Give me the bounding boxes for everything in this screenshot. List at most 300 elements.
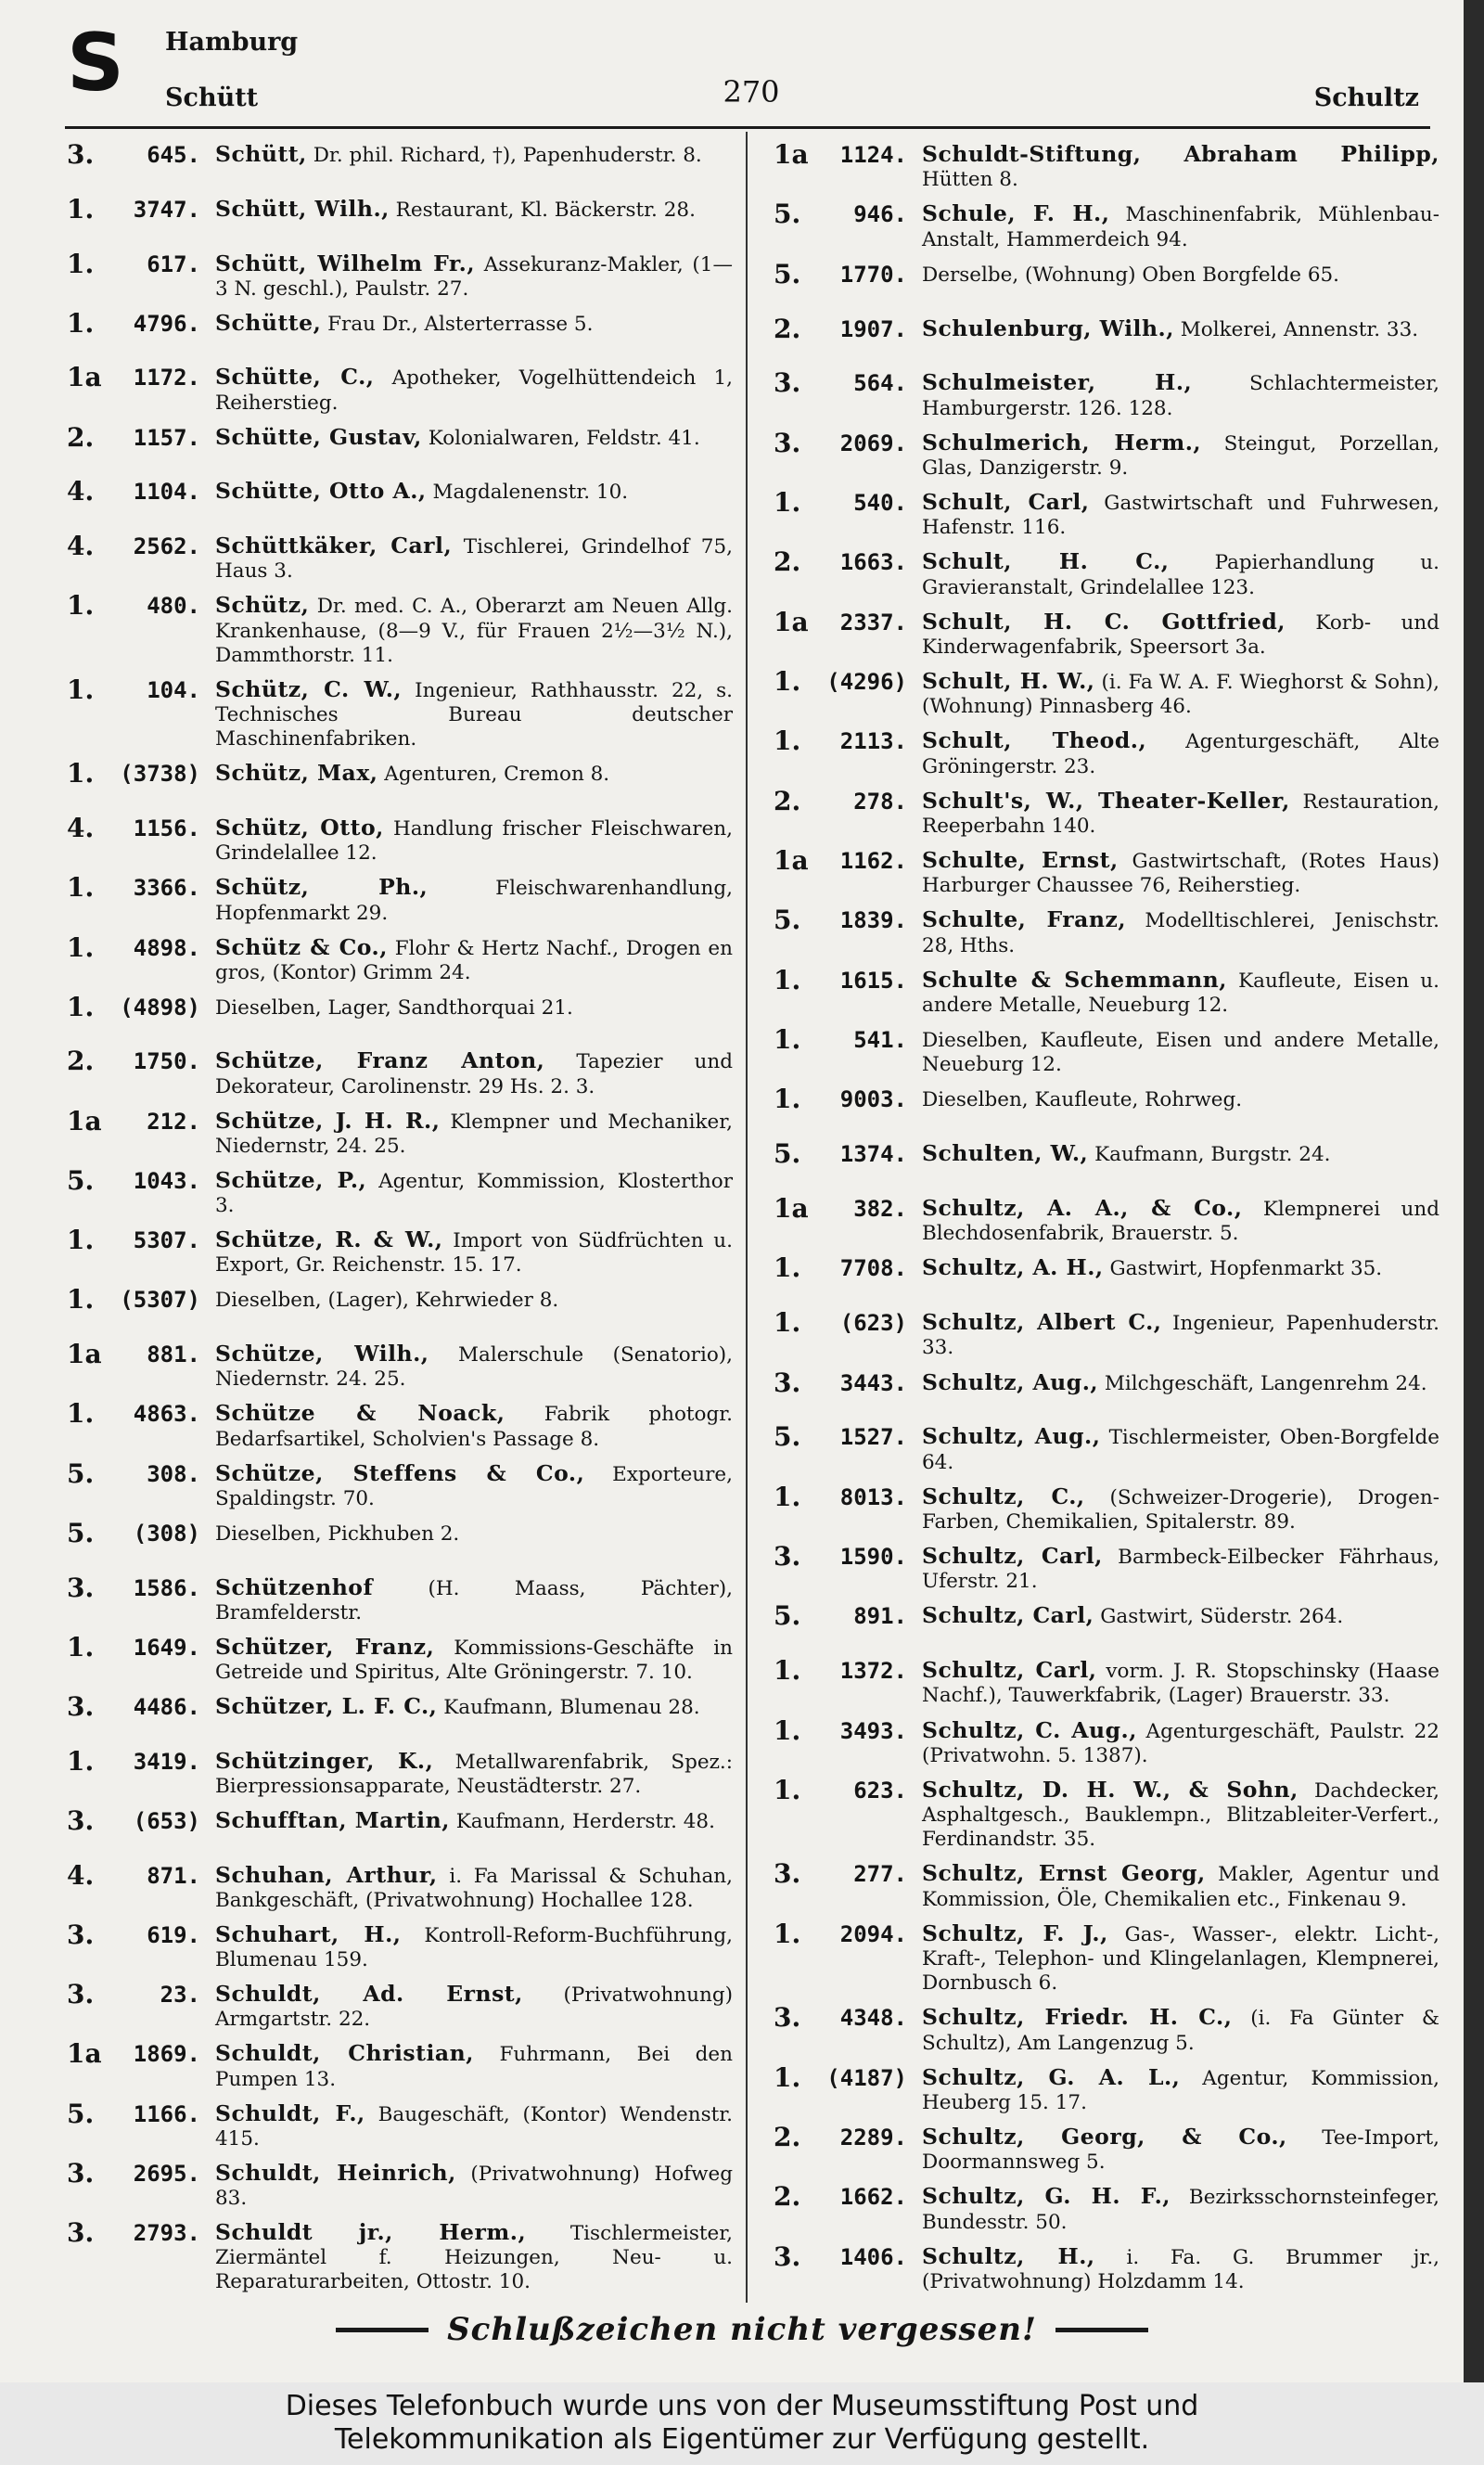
directory-entry	[67, 249, 733, 302]
subscriber-details: Hütten 8.	[922, 168, 1018, 192]
footer-slogan	[0, 2306, 1484, 2353]
subscriber-name: Schultz, G. A. L.,	[922, 2063, 1181, 2090]
exchange-district: 5.	[774, 905, 801, 936]
phone-number: 946.	[853, 201, 907, 228]
directory-entry	[67, 813, 733, 866]
directory-entry	[774, 1193, 1439, 1246]
exchange-district: 1.	[67, 1631, 95, 1663]
subscriber-name: Schütze, Steffens & Co.,	[215, 1459, 585, 1486]
phone-number: 1839.	[839, 907, 907, 934]
subscriber-details: Magdalenenstr. 10.	[432, 481, 629, 505]
directory-entry	[774, 1138, 1439, 1187]
entry-text	[215, 1805, 733, 1834]
directory-entry	[774, 1367, 1439, 1416]
directory-entry	[774, 2181, 1439, 2234]
directory-entry	[67, 1746, 733, 1799]
phone-number: (4898)	[120, 994, 200, 1021]
entry-text	[215, 139, 733, 168]
phone-number: 5307.	[133, 1227, 200, 1254]
entry-text	[215, 758, 733, 787]
directory-entry	[774, 139, 1439, 192]
exchange-district: 1.	[67, 991, 95, 1022]
directory-entry	[774, 1541, 1439, 1594]
directory-entry	[774, 428, 1439, 481]
subscriber-details: Kontroll-Reform-Buchführung, Blumenau 159.	[215, 1923, 733, 1972]
subscriber-name: Schultz, F. J.,	[922, 1919, 1108, 1946]
entry-text	[922, 487, 1439, 540]
exchange-district: 3.	[67, 2157, 95, 2189]
directory-entry	[774, 845, 1439, 898]
subscriber-details: i. Fa. G. Brummer jr., (Privatwohnung) Holzdamm 14.	[922, 2245, 1439, 2293]
subscriber-details: Restaurant, Kl. Bäckerstr. 28.	[395, 198, 696, 222]
entry-text	[215, 1458, 733, 1511]
subscriber-details: vorm. J. R. Stopschinsky (Haase Nachf.), Tauwerkfabrik, (Lager) Brauerstr. 33.	[922, 1660, 1439, 1708]
directory-entry	[774, 1482, 1439, 1534]
entry-text	[215, 362, 733, 415]
directory-entry	[67, 1632, 733, 1685]
subscriber-details: Baugeschäft, (Kontor) Wendenstr. 415.	[215, 2102, 733, 2150]
exchange-district: 2.	[67, 1046, 95, 1077]
entry-text	[922, 1919, 1439, 1996]
exchange-district: 1.	[774, 666, 801, 698]
entry-text	[922, 1775, 1439, 1853]
entry-text	[215, 992, 733, 1021]
directory-entry	[67, 531, 733, 584]
subscriber-details: Dieselben, Kaufleute, Eisen und andere Metalle, Neueburg 12.	[922, 1028, 1439, 1077]
exchange-district: 3.	[774, 427, 801, 458]
phone-number: 4898.	[133, 934, 200, 961]
subscriber-name: Schütz & Co.,	[215, 933, 388, 960]
phone-number: (4187)	[826, 2064, 907, 2091]
subscriber-name: Schufftan, Martin,	[215, 1806, 450, 1833]
exchange-district: 1.	[774, 1655, 801, 1687]
phone-number: 623.	[853, 1777, 907, 1804]
phone-number: 564.	[853, 370, 907, 397]
phone-number: 540.	[853, 490, 907, 517]
subscriber-name: Schult, H. W.,	[922, 668, 1095, 695]
phone-number: 1104.	[133, 479, 200, 506]
directory-entry	[67, 308, 733, 356]
subscriber-details: (Schweizer-Drogerie), Drogen-Farben, Chemikalien, Spitalerstr. 89.	[922, 1485, 1439, 1534]
phone-number: 619.	[147, 1921, 200, 1948]
exchange-district: 3.	[774, 2002, 801, 2034]
subscriber-details: Ingenieur, Papenhuderstr. 33.	[922, 1312, 1439, 1360]
directory-entry	[67, 1046, 733, 1098]
exchange-district: 1.	[67, 1745, 95, 1777]
directory-entry	[67, 872, 733, 925]
exchange-district: 1.	[67, 931, 95, 963]
subscriber-name: Schütze, J. H. R.,	[215, 1107, 441, 1134]
exchange-district: 5.	[774, 1421, 801, 1453]
phone-number: 8013.	[839, 1483, 907, 1510]
entry-text	[922, 428, 1439, 481]
phone-number: 2793.	[133, 2219, 200, 2246]
phone-number: 1043.	[133, 1167, 200, 1194]
subscriber-name: Schütz, Ph.,	[215, 874, 429, 901]
subscriber-details: Dieselben, Pickhuben 2.	[215, 1521, 460, 1546]
phone-number: 1750.	[133, 1048, 200, 1075]
phone-number: 104.	[147, 676, 200, 703]
page-number: 270	[723, 74, 780, 109]
subscriber-details: Klempnerei und Blechdosenfabrik, Brauerstr. 5.	[922, 1198, 1439, 1246]
exchange-district: 1.	[774, 1774, 801, 1805]
directory-entry	[67, 932, 733, 985]
phone-number: 891.	[853, 1603, 907, 1630]
phone-number: 212.	[147, 1108, 200, 1135]
subscriber-name: Schultz, Carl,	[922, 1657, 1097, 1684]
exchange-district: 1a	[67, 2038, 102, 2070]
entry-text	[215, 422, 733, 451]
entry-text	[922, 786, 1439, 839]
directory-entry	[67, 476, 733, 524]
phone-number: 1527.	[839, 1424, 907, 1451]
phone-number: 541.	[853, 1026, 907, 1053]
entry-text	[215, 531, 733, 584]
directory-entry	[774, 367, 1439, 420]
directory-entry	[67, 422, 733, 470]
directory-entry	[67, 1398, 733, 1451]
directory-entry	[774, 1858, 1439, 1911]
directory-entry	[774, 2062, 1439, 2115]
subscriber-name: Schütt, Wilhelm Fr.,	[215, 250, 476, 276]
phone-number: 3366.	[133, 875, 200, 902]
subscriber-name: Schulte & Schemmann,	[922, 966, 1227, 993]
entry-text	[922, 1307, 1439, 1360]
phone-number: (3738)	[120, 761, 200, 788]
entry-text	[922, 2241, 1439, 2294]
phone-number: 1663.	[839, 549, 907, 576]
phone-number: 480.	[147, 593, 200, 620]
subscriber-details: Assekuranz-Makler, (1—3 N. geschl.), Paulstr. 27.	[215, 252, 733, 301]
phone-number: 2695.	[133, 2160, 200, 2187]
exchange-district: 1.	[774, 725, 801, 757]
exchange-district: 1a	[67, 1105, 102, 1136]
subscriber-details: (Privatwohnung) Armgartstr. 22.	[215, 1984, 733, 2032]
subscriber-details: Ingenieur, Rathhausstr. 22, s. Technisches Bureau deutscher Maschinenfabriken.	[215, 678, 734, 751]
subscriber-details: Fleischwarenhandlung, Hopfenmarkt 29.	[215, 877, 733, 925]
phone-number: 23.	[160, 1982, 200, 2009]
directory-entry	[774, 1600, 1439, 1649]
exchange-district: 1a	[774, 139, 809, 170]
directory-entry	[774, 199, 1439, 251]
subscriber-details: Fabrik photogr. Bedarfsartikel, Scholvien's Passage 8.	[215, 1403, 733, 1451]
subscriber-details: Gastwirt, Hopfenmarkt 35.	[1109, 1257, 1383, 1281]
subscriber-name: Schule, F. H.,	[922, 200, 1110, 227]
phone-number: 1649.	[133, 1634, 200, 1661]
exchange-district: 1.	[774, 1714, 801, 1746]
subscriber-details: Agenturen, Cremon 8.	[384, 763, 610, 787]
subscriber-details: Schlachtermeister, Hamburgerstr. 126. 128.	[922, 372, 1439, 420]
header-rule	[65, 126, 1430, 129]
phone-number: 1372.	[839, 1658, 907, 1685]
entry-text	[922, 139, 1439, 192]
directory-entry	[67, 1691, 733, 1740]
subscriber-details: Derselbe, (Wohnung) Oben Borgfelde 65.	[922, 263, 1340, 287]
subscriber-name: Schultz, Georg, & Co.,	[922, 2124, 1287, 2150]
subscriber-name: Schütte, C.,	[215, 364, 375, 391]
subscriber-details: Bezirksschornsteinfeger, Bundesstr. 50.	[922, 2186, 1439, 2234]
subscriber-name: Schultz, Ernst Georg,	[922, 1860, 1206, 1887]
subscriber-name: Schulte, Ernst,	[922, 847, 1119, 873]
exchange-district: 1a	[774, 845, 809, 876]
entry-text	[922, 199, 1439, 251]
subscriber-details: Restauration, Reeperbahn 140.	[922, 790, 1439, 838]
subscriber-details: Agentur, Kommission, Klosterthor 3.	[215, 1169, 733, 1218]
exchange-district: 1.	[67, 193, 95, 225]
phone-number: 4348.	[839, 2005, 907, 2032]
entry-text	[215, 2099, 733, 2151]
subscriber-details: Gastwirtschaft und Fuhrwesen, Hafenstr. 116.	[922, 492, 1439, 540]
subscriber-name: Schütte, Gustav,	[215, 423, 422, 450]
exchange-district: 4.	[67, 813, 95, 844]
exchange-district: 1a	[67, 1339, 102, 1370]
subscriber-name: Schult, H. C. Gottfried,	[922, 608, 1286, 635]
entry-text	[922, 1421, 1439, 1474]
entry-text	[215, 476, 733, 505]
entry-text	[922, 666, 1439, 719]
entry-text	[922, 2002, 1439, 2055]
exchange-district: 3.	[774, 1858, 801, 1890]
phone-number: 3443.	[839, 1369, 907, 1396]
subscriber-details: Tischlermeister, Oben-Borgfelde 64.	[922, 1426, 1439, 1474]
phone-number: 3493.	[839, 1717, 907, 1744]
entry-text	[922, 314, 1439, 342]
directory-entry	[67, 1573, 733, 1625]
exchange-district: 3.	[67, 1690, 95, 1722]
slogan-bar-left	[336, 2328, 429, 2332]
exchange-district: 3.	[67, 1804, 95, 1836]
entry-text	[922, 1138, 1439, 1167]
exchange-district: 1.	[774, 487, 801, 519]
entry-text	[922, 1600, 1439, 1629]
exchange-district: 3.	[67, 2216, 95, 2248]
phone-number: 1869.	[133, 2041, 200, 2068]
subscriber-details: Steingut, Porzellan, Glas, Danzigerstr. 9.	[922, 431, 1440, 480]
exchange-district: 1.	[774, 1252, 801, 1284]
subscriber-name: Schulten, W.,	[922, 1140, 1089, 1167]
exchange-district: 5.	[67, 1517, 95, 1548]
exchange-district: 1.	[67, 758, 95, 790]
exchange-district: 3.	[774, 2240, 801, 2272]
subscriber-name: Schuldt-Stiftung, Abraham Philipp,	[922, 141, 1439, 167]
entry-text	[215, 308, 733, 337]
subscriber-name: Schultz, Aug.,	[922, 1368, 1099, 1395]
subscriber-name: Schütze, P.,	[215, 1166, 367, 1193]
directory-entry	[774, 2122, 1439, 2175]
directory-entry	[67, 1225, 733, 1277]
phone-number: 7708.	[839, 1255, 907, 1282]
subscriber-details: Tischlerei, Grindelhof 75, Haus 3.	[215, 535, 733, 584]
exchange-district: 1.	[774, 2061, 801, 2093]
subscriber-name: Schulte, Franz,	[922, 906, 1127, 933]
subscriber-name: Schuldt, F.,	[215, 2099, 365, 2126]
subscriber-name: Schultz, Albert C.,	[922, 1309, 1162, 1336]
phone-number: 1406.	[839, 2243, 907, 2270]
exchange-district: 3.	[67, 1919, 95, 1950]
slogan-text: Schlußzeichen nicht vergessen!	[447, 2311, 1037, 2348]
subscriber-details: Metallwarenfabrik, Spez.: Bierpressionsapparate, Neustädterstr. 27.	[215, 1750, 734, 1798]
entry-text	[215, 674, 733, 752]
subscriber-details: Agentur, Kommission, Heuberg 15. 17.	[922, 2066, 1439, 2114]
subscriber-name: Schüttkäker, Carl,	[215, 533, 453, 559]
entry-text	[922, 2181, 1439, 2234]
directory-entry	[67, 1165, 733, 1218]
exchange-district: 2.	[67, 421, 95, 453]
exchange-district: 1.	[774, 1084, 801, 1115]
phone-number: 1162.	[839, 848, 907, 874]
column-divider	[746, 132, 748, 2303]
phone-number: 308.	[147, 1460, 200, 1487]
credit-banner	[0, 2382, 1484, 2465]
exchange-district: 4.	[67, 531, 95, 562]
entry-text	[922, 1024, 1439, 1077]
phone-number: 871.	[147, 1862, 200, 1889]
exchange-district: 4.	[67, 1859, 95, 1891]
exchange-district: 1a	[774, 1193, 809, 1225]
entry-text	[215, 932, 733, 985]
exchange-district: 5.	[67, 1457, 95, 1489]
directory-entry	[67, 1458, 733, 1511]
phone-number: 1615.	[839, 967, 907, 994]
directory-entry	[774, 1252, 1439, 1301]
phone-number: 2094.	[839, 1920, 907, 1947]
phone-number: 2289.	[839, 2125, 907, 2151]
entry-text	[215, 1165, 733, 1218]
subscriber-details: Tapezier und Dekorateur, Carolinenstr. 29 Hs. 2. 3.	[215, 1050, 733, 1098]
entry-text	[922, 546, 1439, 599]
phone-number: 382.	[853, 1196, 907, 1223]
entry-text	[215, 1860, 733, 1913]
directory-entry	[67, 1284, 733, 1332]
phone-number: 1907.	[839, 315, 907, 342]
exchange-district: 5.	[774, 199, 801, 230]
subscriber-name: Schultz, Carl,	[922, 1543, 1103, 1570]
entry-text	[215, 1225, 733, 1277]
entry-text	[215, 2038, 733, 2091]
phone-number: 3419.	[133, 1748, 200, 1775]
directory-entry	[67, 2217, 733, 2295]
entry-text	[922, 2062, 1439, 2115]
subscriber-name: Schuldt jr., Herm.,	[215, 2218, 527, 2245]
subscriber-details: Fuhrmann, Bei den Pumpen 13.	[215, 2043, 734, 2091]
subscriber-name: Schuhan, Arthur,	[215, 1861, 438, 1888]
exchange-district: 3.	[67, 139, 95, 170]
subscriber-name: Schützer, Franz,	[215, 1633, 435, 1660]
subscriber-details: Handlung frischer Fleischwaren, Grindelallee 12.	[215, 817, 733, 866]
entry-text	[922, 1858, 1439, 1911]
subscriber-name: Schützenhof	[215, 1573, 374, 1600]
directory-entry	[774, 259, 1439, 307]
phone-number: (4296)	[826, 669, 907, 696]
phone-number: 1124.	[839, 142, 907, 168]
subscriber-details: Malerschule (Senatorio), Niedernstr. 24. 25.	[215, 1343, 733, 1392]
subscriber-details: Dr. med. C. A., Oberarzt am Neuen Allg. Krankenhause, (8—9 V., für Frauen 2½—3½ N.), Dammthorstr. 11.	[215, 595, 733, 667]
right-column	[774, 139, 1439, 2301]
exchange-district: 5.	[67, 2098, 95, 2129]
subscriber-details: Dieselben, (Lager), Kehrwieder 8.	[215, 1289, 559, 1313]
subscriber-details: Korb- und Kinderwagenfabrik, Speersort 3a.	[922, 610, 1439, 659]
entry-text	[922, 2122, 1439, 2175]
subscriber-name: Schultz, G. H. F.,	[922, 2183, 1171, 2210]
exchange-district: 1.	[67, 307, 95, 339]
directory-entry	[774, 905, 1439, 957]
entry-text	[922, 607, 1439, 660]
exchange-district: 5.	[774, 258, 801, 289]
phone-number: 2069.	[839, 430, 907, 456]
directory-entry	[67, 992, 733, 1040]
entry-text	[922, 1482, 1439, 1534]
phone-number: 4863.	[133, 1401, 200, 1428]
exchange-district: 3.	[774, 1367, 801, 1398]
subscriber-name: Schütze, R. & W.,	[215, 1226, 443, 1253]
subscriber-name: Schuldt, Christian,	[215, 2040, 474, 2067]
exchange-district: 2.	[774, 2122, 801, 2153]
exchange-district: 1.	[67, 1284, 95, 1316]
directory-entry	[774, 725, 1439, 778]
exchange-district: 2.	[774, 313, 801, 344]
directory-entry	[67, 674, 733, 752]
subscriber-name: Schulmerich, Herm.,	[922, 429, 1202, 456]
directory-entry	[67, 1106, 733, 1159]
subscriber-details: Gastwirtschaft, (Rotes Haus) Harburger Chaussee 76, Reiherstieg.	[922, 850, 1439, 898]
exchange-district: 5.	[67, 1164, 95, 1196]
subscriber-details: Kaufleute, Eisen u. andere Metalle, Neueburg 12.	[922, 969, 1439, 1017]
directory-entry	[67, 758, 733, 806]
subscriber-name: Schultz, C. Aug.,	[922, 1716, 1137, 1743]
directory-entry	[774, 1919, 1439, 1996]
directory-entry	[774, 1655, 1439, 1708]
exchange-district: 1.	[67, 674, 95, 705]
phone-number: 2113.	[839, 728, 907, 755]
directory-entry	[774, 314, 1439, 362]
directory-entry	[67, 2099, 733, 2151]
directory-entry	[774, 666, 1439, 719]
entry-text	[922, 1084, 1439, 1112]
entry-text	[215, 872, 733, 925]
subscriber-details: Kaufmann, Blumenau 28.	[443, 1695, 700, 1719]
subscriber-name: Schütt, Wilh.,	[215, 195, 390, 222]
directory-entry	[67, 2158, 733, 2211]
subscriber-details: Kaufmann, Burgstr. 24.	[1094, 1143, 1331, 1167]
entry-text	[215, 1046, 733, 1098]
directory-entry	[774, 786, 1439, 839]
phone-number: 1374.	[839, 1141, 907, 1168]
slogan-bar-right	[1055, 2328, 1148, 2332]
entry-text	[215, 1746, 733, 1799]
entry-text	[922, 1193, 1439, 1246]
entry-text	[922, 1367, 1439, 1396]
entry-text	[215, 1398, 733, 1451]
subscriber-details: Milchgeschäft, Langenrehm 24.	[1104, 1371, 1427, 1395]
subscriber-details: (i. Fa Günter & Schultz), Am Langenzug 5.	[922, 2007, 1439, 2055]
exchange-district: 2.	[774, 546, 801, 578]
subscriber-details: Makler, Agentur und Kommission, Öle, Chemikalien etc., Finkenau 9.	[922, 1863, 1440, 1911]
directory-entry	[774, 2241, 1439, 2294]
subscriber-details: Dieselben, Lager, Sandthorquai 21.	[215, 995, 573, 1020]
entry-text	[922, 725, 1439, 778]
subscriber-details: Agenturgeschäft, Paulstr. 22 (Privatwohn. 5. 1387).	[922, 1719, 1439, 1767]
subscriber-name: Schultz, Carl,	[922, 1602, 1094, 1629]
entry-text	[215, 1632, 733, 1685]
exchange-district: 1.	[67, 590, 95, 622]
exchange-district: 3.	[67, 1572, 95, 1603]
exchange-district: 5.	[774, 1138, 801, 1170]
subscriber-name: Schultz, A. H.,	[922, 1254, 1104, 1281]
entry-text	[215, 1979, 733, 2032]
subscriber-name: Schütze, Franz Anton,	[215, 1047, 545, 1074]
subscriber-details: Import von Südfrüchten u. Export, Gr. Reichenstr. 15. 17.	[215, 1229, 733, 1277]
subscriber-name: Schuldt, Heinrich,	[215, 2159, 456, 2186]
